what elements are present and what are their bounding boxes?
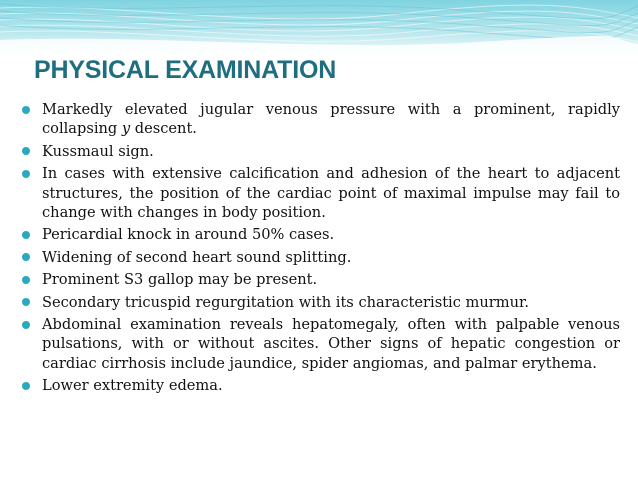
bullet-text: Widening of second heart sound splitting. xyxy=(42,248,352,266)
bullet-item xyxy=(22,315,620,373)
bullet-item xyxy=(22,100,620,139)
bullet-item xyxy=(22,248,620,267)
slide-title: PHYSICAL EXAMINATION xyxy=(34,56,337,84)
bullet-item xyxy=(22,270,620,289)
bullet-item xyxy=(22,293,620,312)
bullet-dot-icon xyxy=(22,321,30,329)
bullet-dot-icon xyxy=(22,253,30,261)
bullet-text: Lower extremity edema. xyxy=(42,377,223,395)
header-wave-decoration xyxy=(0,0,638,58)
bullet-list xyxy=(22,100,620,399)
bullet-dot-icon xyxy=(22,147,30,155)
bullet-dot-icon xyxy=(22,231,30,239)
bullet-text: Pericardial knock in around 50% cases. xyxy=(42,226,335,244)
bullet-text: Markedly elevated jugular venous pressure with a prominent, rapidly collapsing xyxy=(42,101,620,138)
bullet-dot-icon xyxy=(22,170,30,178)
bullet-text: Prominent S3 gallop may be present. xyxy=(42,271,318,289)
wave-pattern xyxy=(0,0,638,58)
bullet-dot-icon xyxy=(22,298,30,306)
bullet-text: Abdominal examination reveals hepatomegaly, often with palpable venous pulsations, with or without ascites. Other signs of hepatic congestion or cardiac cirrhosis include jaundice, spider angiomas, and palmar erythema. xyxy=(42,316,620,372)
bullet-item xyxy=(22,376,620,395)
bullet-text: Kussmaul sign. xyxy=(42,142,154,160)
bullet-item xyxy=(22,142,620,161)
bullet-item xyxy=(22,225,620,244)
bullet-text: Secondary tricuspid regurgitation with its characteristic murmur. xyxy=(42,293,530,311)
bullet-item xyxy=(22,164,620,222)
bullet-dot-icon xyxy=(22,382,30,390)
bullet-text: In cases with extensive calcification and adhesion of the heart to adjacent structures, the position of the cardiac point of maximal impulse may fail to change with changes in body position. xyxy=(42,165,620,222)
bullet-text-after: descent. xyxy=(130,120,197,138)
bullet-dot-icon xyxy=(22,276,30,284)
bullet-text-italic: y xyxy=(121,120,131,138)
bullet-dot-icon xyxy=(22,106,30,114)
